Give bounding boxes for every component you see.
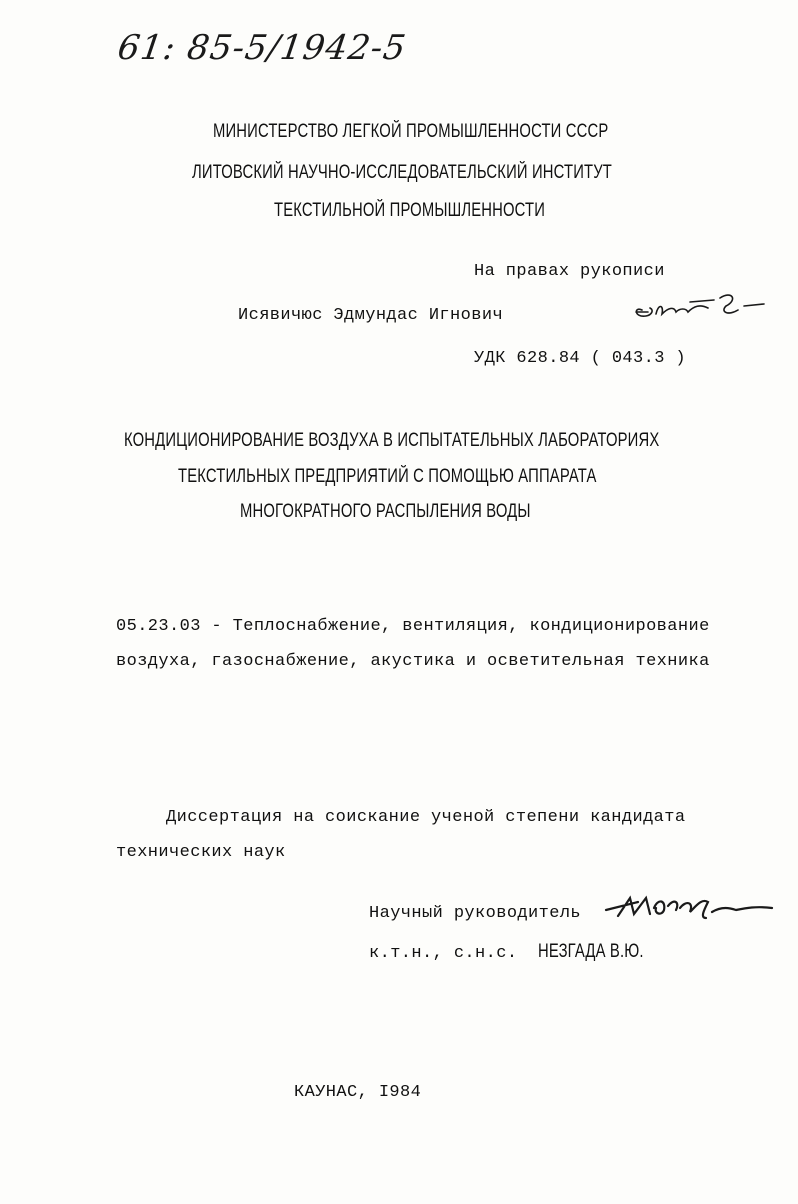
author-signature [628, 290, 768, 330]
title-line1: КОНДИЦИОНИРОВАНИЕ ВОЗДУХА В ИСПЫТАТЕЛЬНЫХ ЛАБОРАТОРИЯХ [124, 430, 660, 451]
dissertation-line2: технических наук [116, 843, 286, 862]
specialty-line1: 05.23.03 - Теплоснабжение, вентиляция, кондиционирование [116, 617, 710, 636]
dissertation-line1: Диссертация на соискание ученой степени кандидата [166, 808, 686, 827]
supervisor-name: НЕЗГАДА В.Ю. [538, 941, 644, 962]
supervisor-credentials: к.т.н., с.н.с. [369, 944, 518, 963]
supervisor-label: Научный руководитель [369, 904, 582, 923]
udc-code: УДК 628.84 ( 043.3 ) [474, 349, 687, 368]
place-year: КАУНАС, I984 [294, 1083, 422, 1102]
manuscript-rights: На правах рукописи [474, 262, 665, 281]
title-line2: ТЕКСТИЛЬНЫХ ПРЕДПРИЯТИЙ С ПОМОЩЬЮ АППАРАТА [178, 466, 597, 487]
author-name: Исявичюс Эдмундас Игнович [238, 306, 504, 325]
archive-mark: 61: 85-5/1942-5 [115, 28, 409, 68]
supervisor-signature [604, 888, 774, 928]
specialty-line2: воздуха, газоснабжение, акустика и осветительная техника [116, 652, 710, 671]
institute-heading-line2: ТЕКСТИЛЬНОЙ ПРОМЫШЛЕННОСТИ [274, 200, 546, 221]
institute-heading-line1: ЛИТОВСКИЙ НАУЧНО-ИССЛЕДОВАТЕЛЬСКИЙ ИНСТИТУТ [192, 162, 613, 183]
title-line3: МНОГОКРАТНОГО РАСПЫЛЕНИЯ ВОДЫ [240, 501, 531, 522]
ministry-heading: МИНИСТЕРСТВО ЛЕГКОЙ ПРОМЫШЛЕННОСТИ СССР [213, 121, 609, 142]
